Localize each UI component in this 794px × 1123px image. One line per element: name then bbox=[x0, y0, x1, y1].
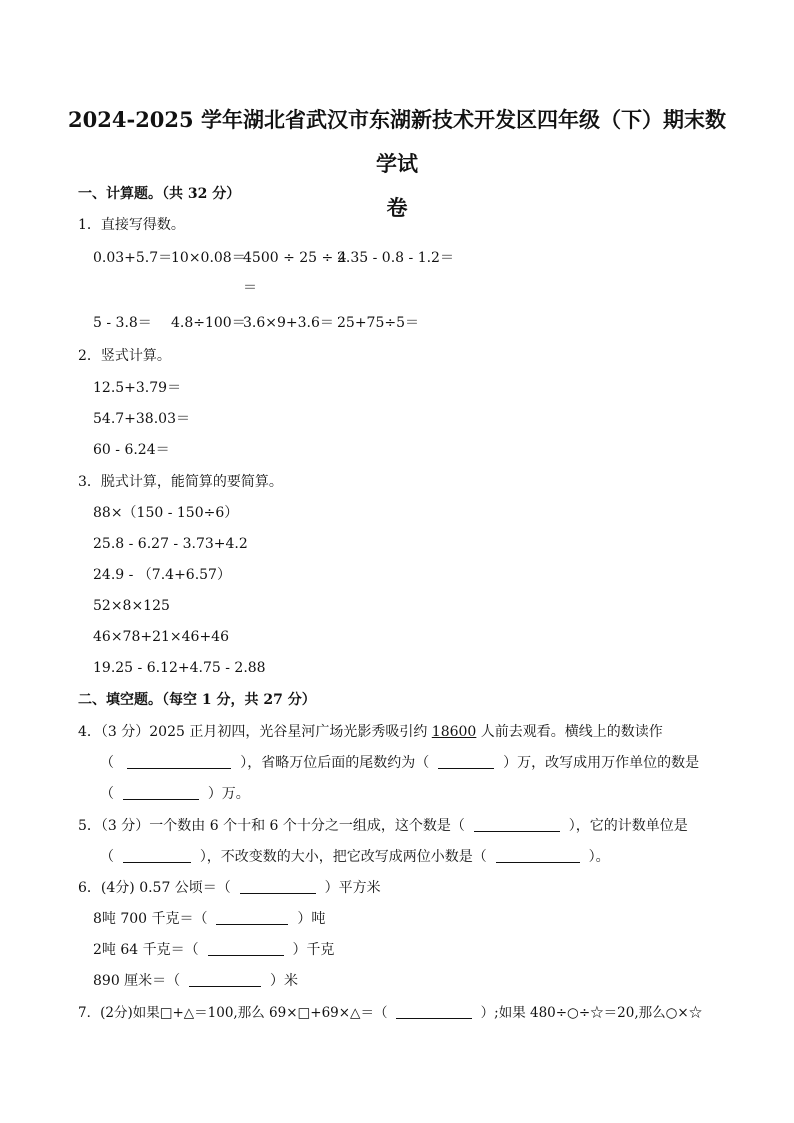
q4-blank-1[interactable] bbox=[127, 754, 231, 769]
q4-blank-3[interactable] bbox=[123, 785, 199, 800]
q5-line-2 bbox=[100, 847, 610, 867]
q6-line-4 bbox=[93, 971, 298, 991]
q3-item-4: 52×8×125 bbox=[93, 598, 170, 614]
q5-blank-3[interactable] bbox=[496, 848, 580, 863]
q4-text-b: 人前去观看。横线上的数读作 bbox=[476, 724, 663, 740]
section-2-heading: 二、填空题。（每空 1 分，共 27 分） bbox=[78, 692, 316, 708]
q7-text-a: 7．(2分)如果□+△＝100,那么 69×□+69×△＝（ bbox=[78, 1005, 388, 1021]
q4-line-2 bbox=[100, 753, 699, 773]
q6-blank-1[interactable] bbox=[240, 879, 316, 894]
q6-line-1 bbox=[78, 878, 381, 898]
q4-text-a: 4．（3 分）2025 正月初四，光谷星河广场光影秀吸引约 bbox=[78, 724, 432, 740]
q1-r1-c3: 4500 ÷ 25 ÷ 4 bbox=[243, 250, 347, 266]
q2-prompt: 2．竖式计算。 bbox=[78, 348, 171, 364]
q6-text-h: ）米 bbox=[269, 973, 298, 989]
q6-line-2 bbox=[93, 909, 325, 929]
q1-r1-c1: 0.03+5.7＝ bbox=[93, 250, 173, 266]
title-line-1: 2024-2025 学年湖北省武汉市东湖新技术开发区四年级（下）期末数学试 bbox=[68, 107, 726, 176]
q7-line-1 bbox=[78, 1003, 702, 1023]
q6-text-c: 8吨 700 千克＝（ bbox=[93, 911, 208, 927]
q1-r2-c1: 5 - 3.8＝ bbox=[93, 315, 152, 331]
section-1-heading: 一、计算题。（共 32 分） bbox=[78, 186, 241, 202]
q4-paren-open: （ bbox=[100, 755, 114, 771]
q4-underlined-number: 18600 bbox=[431, 724, 477, 740]
q6-text-b: ）平方米 bbox=[324, 880, 381, 896]
q1-r2-c3: 3.6×9+3.6＝ bbox=[243, 315, 334, 331]
q3-item-6: 19.25 - 6.12+4.75 - 2.88 bbox=[93, 660, 266, 676]
q4-text-e: ）万。 bbox=[207, 786, 250, 802]
q2-item-3: 60 - 6.24＝ bbox=[93, 442, 170, 458]
q6-line-3 bbox=[93, 940, 334, 960]
q5-blank-1[interactable] bbox=[474, 817, 560, 832]
q4-line-3 bbox=[100, 784, 250, 804]
q6-text-e: 2吨 64 千克＝（ bbox=[93, 942, 199, 958]
q1-r2-c4: 25+75÷5＝ bbox=[337, 315, 419, 331]
q4-text-c: ），省略万位后面的尾数约为（ bbox=[240, 755, 430, 771]
q2-item-1: 12.5+3.79＝ bbox=[93, 380, 182, 396]
exam-title bbox=[60, 98, 734, 230]
q5-text-b: ），它的计数单位是 bbox=[568, 818, 688, 834]
q6-blank-2[interactable] bbox=[216, 910, 288, 925]
q7-blank-1[interactable] bbox=[396, 1004, 472, 1019]
q3-prompt: 3．脱式计算，能简算的要简算。 bbox=[78, 474, 283, 490]
q3-item-1: 88×（150 - 150÷6） bbox=[93, 505, 239, 521]
q5-text-d: ）。 bbox=[588, 849, 610, 865]
q1-r1-c3-equals: ＝ bbox=[243, 280, 257, 296]
q2-item-2: 54.7+38.03＝ bbox=[93, 411, 190, 427]
q4-line-1 bbox=[78, 722, 663, 742]
q1-prompt: 1．直接写得数。 bbox=[78, 217, 185, 233]
q5-line-1 bbox=[78, 816, 688, 836]
q3-item-5: 46×78+21×46+46 bbox=[93, 629, 229, 645]
q6-text-g: 890 厘米＝（ bbox=[93, 973, 181, 989]
q4-text-d: ）万，改写成用万作单位的数是 bbox=[503, 755, 700, 771]
q6-text-f: ）千克 bbox=[292, 942, 335, 958]
q5-paren-open: （ bbox=[100, 849, 114, 865]
q1-r1-c2: 10×0.08＝ bbox=[171, 250, 246, 266]
q6-blank-4[interactable] bbox=[189, 972, 261, 987]
q6-text-a: 6．(4分) 0.57 公顷＝（ bbox=[78, 880, 231, 896]
q3-item-2: 25.8 - 6.27 - 3.73+4.2 bbox=[93, 536, 248, 552]
q1-r2-c2: 4.8÷100＝ bbox=[171, 315, 246, 331]
q7-text-b: ）;如果 480÷○÷☆＝20,那么○×☆ bbox=[480, 1005, 703, 1021]
q5-text-c: ），不改变数的大小，把它改写成两位小数是（ bbox=[199, 849, 487, 865]
q4-paren-open-2: （ bbox=[100, 786, 114, 802]
q5-text-a: 5．（3 分）一个数由 6 个十和 6 个十分之一组成，这个数是（ bbox=[78, 818, 465, 834]
q3-item-3: 24.9 - （7.4+6.57） bbox=[93, 567, 231, 583]
q4-blank-2[interactable] bbox=[438, 754, 494, 769]
q6-text-d: ）吨 bbox=[297, 911, 326, 927]
title-line-2: 卷 bbox=[386, 195, 408, 220]
q6-blank-3[interactable] bbox=[208, 941, 284, 956]
q1-r1-c4: 2.35 - 0.8 - 1.2＝ bbox=[337, 250, 454, 266]
q5-blank-2[interactable] bbox=[123, 848, 191, 863]
